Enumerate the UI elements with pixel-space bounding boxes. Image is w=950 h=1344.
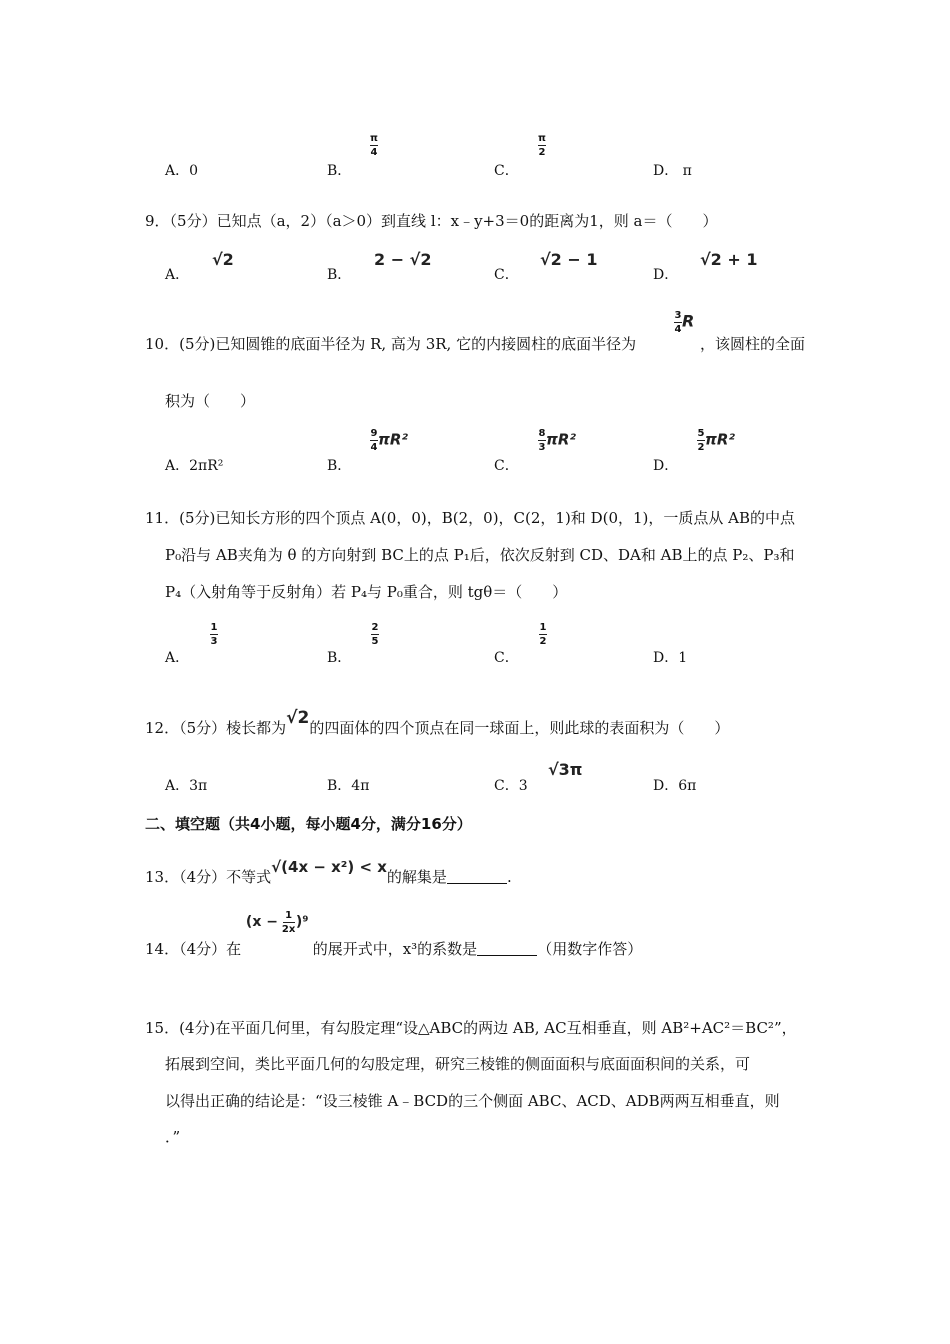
q10-stem-line1-tail: ，该圆柱的全面: [700, 335, 806, 353]
q10-option-a: A．2πR²: [165, 458, 224, 474]
q14-binomial: (x − 1 2x )⁹: [245, 910, 309, 935]
q11-option-c-label: C．: [494, 650, 519, 666]
q9-stem: 9．（5分）已知点（a，2）（a＞0）到直线 l：x﹣y+3＝0的距离为1，则 a＝（ ）: [145, 212, 718, 230]
q10-radius-fraction: $\frac{3}{4}$ R: [674, 310, 695, 335]
q8-option-a: A．0: [165, 163, 199, 179]
q8-option-c-label: C．: [494, 163, 519, 179]
q10-option-d-value: $\frac{5}{2}$ πR²: [697, 428, 735, 453]
q9-option-d-value: √2 + 1: [700, 250, 758, 269]
q13-answer-blank: [447, 869, 507, 884]
q10-option-c-value: $\frac{8}{3}$ πR²: [538, 428, 576, 453]
q8-option-c-value: $\frac{\pi}{2}$: [538, 133, 546, 158]
q12-option-c-label: C．3: [494, 778, 528, 794]
q12-option-d: D．6π: [653, 778, 697, 794]
q10-stem-line1: 10．(5分)已知圆锥的底面半径为 R, 高为 3R, 它的内接圆柱的底面半径为: [145, 335, 637, 353]
q14-stem: 14．（4分）在 (x − 1 2x )⁹ 的展开式中，x³的系数是 （用数字作答）: [145, 910, 643, 958]
q10-option-d-label: D．: [653, 458, 679, 474]
q9-option-b-label: B．: [327, 267, 352, 283]
q11-option-a-value: $\frac{1}{3}$: [210, 622, 218, 647]
q10-option-b-label: B．: [327, 458, 352, 474]
q10-option-c-label: C．: [494, 458, 519, 474]
q10-option-b-value: $\frac{9}{4}$ πR²: [370, 428, 408, 453]
q15-stem-line1: 15．(4分)在平面几何里，有勾股定理“设△ABC的两边 AB, AC互相垂直，则 AB²+AC²＝BC²”，: [145, 1019, 797, 1037]
q10-stem-line2: 积为（ ）: [165, 392, 256, 410]
q11-stem-line3: P₄（入射角等于反射角）若 P₄与 P₀重合，则 tgθ＝（ ）: [165, 583, 568, 601]
q13-stem: 13．（4分）不等式√(4x − x²) < x的解集是 .: [145, 858, 512, 886]
q9-option-b-value: 2 − √2: [374, 250, 432, 269]
q9-option-c-value: √2 − 1: [540, 250, 598, 269]
q15-stem-line2: 拓展到空间，类比平面几何的勾股定理，研究三棱锥的侧面面积与底面面积间的关系，可: [165, 1055, 751, 1073]
q15-stem-line4: ．”: [165, 1128, 181, 1146]
q11-option-b-value: $\frac{2}{5}$: [371, 622, 379, 647]
q11-option-b-label: B．: [327, 650, 352, 666]
q12-stem: 12．（5分）棱长都为√2的四面体的四个顶点在同一球面上，则此球的表面积为（ ）: [145, 708, 730, 737]
q12-option-a: A．3π: [165, 778, 208, 794]
q9-option-a-label: A．: [165, 267, 190, 283]
q9-option-c-label: C．: [494, 267, 519, 283]
q15-stem-line3: 以得出正确的结论是：“设三棱锥 A﹣BCD的三个侧面 ABC、ACD、ADB两两互相垂直，则: [165, 1092, 780, 1110]
q12-option-c-value: √3π: [548, 760, 583, 779]
q14-answer-blank: [477, 941, 537, 956]
q11-stem-line2: P₀沿与 AB夹角为 θ 的方向射到 BC上的点 P₁后，依次反射到 CD、DA和 AB上的点 P₂、P₃和: [165, 546, 795, 564]
q11-option-a-label: A．: [165, 650, 190, 666]
q12-option-b: B．4π: [327, 778, 370, 794]
q8-option-b-label: B．: [327, 163, 352, 179]
section-heading-fill-in: 二、填空题（共4小题，每小题4分，满分16分）: [145, 815, 472, 833]
q11-option-c-value: $\frac{1}{2}$: [539, 622, 547, 647]
q9-option-d-label: D．: [653, 267, 679, 283]
q11-stem-line1: 11．(5分)已知长方形的四个顶点 A(0，0)，B(2，0)，C(2，1)和 D(0，1)，一质点从 AB的中点: [145, 509, 796, 527]
q8-option-d: D． π: [653, 163, 692, 179]
q8-option-b-value: $\frac{\pi}{4}$: [370, 133, 378, 158]
q11-option-d: D．1: [653, 650, 688, 666]
q9-option-a-value: √2: [212, 250, 234, 269]
